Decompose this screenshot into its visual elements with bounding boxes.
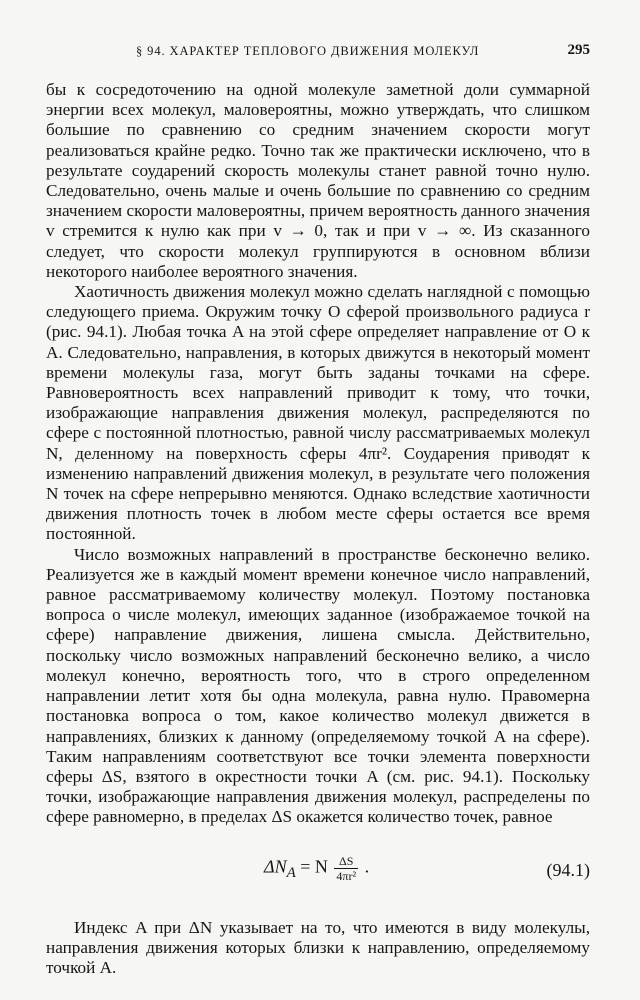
paragraph-1: бы к сосредоточению на одной молекуле заметной доли суммарной энергии всех молекул, маловероятны, можно утверждать, что слишком большие по сравнению со средним значением скорости могут реализоваться крайне редко. Точно так же практически исключено, что в результате соударений скорость молекулы станет равной точно нулю. Следовательно, очень малые и очень большие по сравнению со средним значением скорости маловероятны, причем вероятность данного значения v стремится к нулю как при v → 0, так и при v → ∞. Из сказанного следует, что скорости молекул группируются в основном вблизи некоторого наиболее вероятного значения. [46,80,590,281]
body-text [46,80,590,978]
formula-numerator: ΔS [334,854,358,869]
formula-trailing: . [360,856,370,877]
formula-94-1 [46,838,590,902]
formula-equals: = N [295,856,333,877]
paragraph-4: Индекс A при ΔN указывает на то, что имеются в виду молекулы, направления движения которых близки к направлению, определяемому точкой A. [46,917,590,977]
paragraph-2: Хаотичность движения молекул можно сделать наглядной с помощью следующего приема. Окружим точку O сферой произвольного радиуса r (рис. 94.1). Любая точка A на этой сфере определяет направление от O к A. Следовательно, направления, в которых движутся в некоторый момент времени молекулы газа, могут быть заданы точками на сфере. Равновероятность всех направлений приводит к тому, что точки, изображающие направления движения молекул, распределяются по сфере с постоянной плотностью, равной числу рассматриваемых молекул N, деленному на поверхность сферы 4πr². Соударения приводят к изменению направлений движения молекул, в результате чего положения N точек на сфере непрерывно меняются. Однако вследствие хаотичности движения плотность точек в любом месте сферы остается все время постоянной. [46,282,590,544]
formula-expression [264,854,369,883]
paragraph-3: Число возможных направлений в пространстве бесконечно велико. Реализуется же в каждый момент времени конечное число направлений, равное рассматриваемому количеству молекул. Поэтому постановка вопроса о числе молекул, имеющих заданное (изображаемое точкой на сфере) направление движения, лишена смысла. Действительно, поскольку число возможных направлений бесконечно велико, а число молекул конечно, вероятность того, что в строго определенном направлении летит хотя бы одна молекула, равна нулю. Правомерна постановка вопроса о том, какое количество молекул движется в направлениях, близких к данному (определяемому точкой A на сфере). Таким направлениям соответствуют все точки элемента поверхности сферы ΔS, взятого в окрестности точки A (см. рис. 94.1). Поскольку точки, изображающие направления движения молекул, распределены по сфере равномерно, в пределах ΔS окажется количество точек, равное [46,544,590,827]
formula-denominator: 4πr² [336,868,357,883]
page-number: 295 [567,42,590,58]
equation-number: (94.1) [546,859,590,880]
formula-fraction [334,854,358,883]
formula-lhs: ΔN [264,856,287,877]
formula-lhs-subscript: A [286,864,296,881]
running-head [46,40,590,62]
section-title: § 94. ХАРАКТЕР ТЕПЛОВОГО ДВИЖЕНИЯ МОЛЕКУЛ [136,44,480,58]
book-page [46,40,590,978]
